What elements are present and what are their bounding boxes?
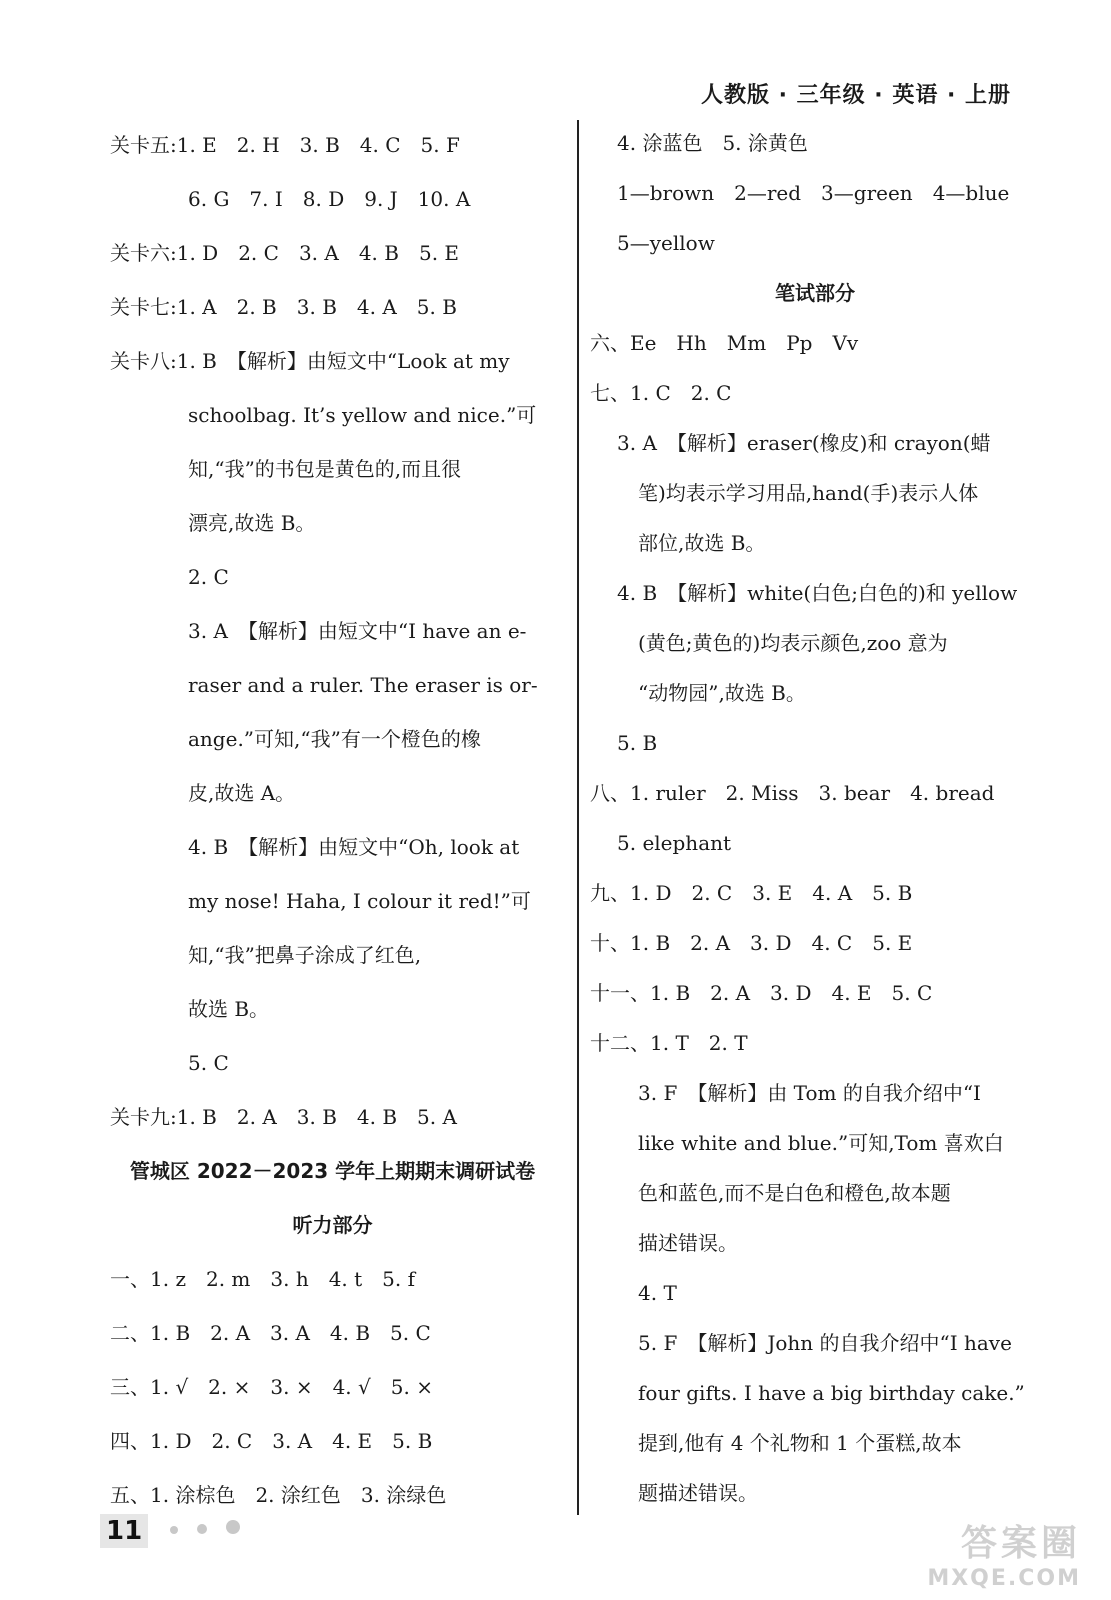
answer-line: 十二、1. T 2. T: [590, 1031, 748, 1055]
answer-line: “动物园”,故选 B。: [638, 681, 806, 705]
dot: [226, 1520, 240, 1534]
answer-line: 皮,故选 A。: [188, 781, 296, 805]
answer-line: 5. C: [188, 1051, 229, 1075]
answer-line: 4. T: [638, 1281, 677, 1305]
dot: [197, 1524, 207, 1534]
watermark-url: MXQE.COM: [927, 1566, 1081, 1591]
answer-line: four gifts. I have a big birthday cake.”: [638, 1381, 1025, 1405]
answer-line: like white and blue.”可知,Tom 喜欢白: [638, 1131, 1004, 1155]
answer-line: raser and a ruler. The eraser is or-: [188, 673, 538, 697]
answer-line: schoolbag. It’s yellow and nice.”可: [188, 403, 537, 427]
answer-line: 1—brown 2—red 3—green 4—blue: [617, 181, 1010, 205]
answer-line: 关卡七:1. A 2. B 3. B 4. A 5. B: [110, 295, 457, 319]
answer-line: 4. B 【解析】white(白色;白色的)和 yellow: [617, 581, 1018, 605]
answer-line: 3. A 【解析】eraser(橡皮)和 crayon(蜡: [617, 431, 991, 455]
right-column: [590, 118, 1040, 1518]
section-heading: 笔试部分: [775, 281, 855, 305]
answer-line: (黄色;黄色的)均表示颜色,zoo 意为: [638, 631, 948, 655]
answer-line: 故选 B。: [188, 997, 270, 1021]
answer-line: 十、1. B 2. A 3. D 4. C 5. E: [590, 931, 913, 955]
answer-line: 提到,他有 4 个礼物和 1 个蛋糕,故本: [638, 1431, 962, 1455]
answer-line: 四、1. D 2. C 3. A 4. E 5. B: [110, 1429, 433, 1453]
answer-line: 二、1. B 2. A 3. A 4. B 5. C: [110, 1321, 431, 1345]
answer-line: 三、1. √ 2. × 3. × 4. √ 5. ×: [110, 1375, 433, 1399]
answer-line: 关卡九:1. B 2. A 3. B 4. B 5. A: [110, 1105, 457, 1129]
answer-line: 5—yellow: [617, 231, 715, 255]
answer-line: 部位,故选 B。: [638, 531, 766, 555]
answer-line: my nose! Haha, I colour it red!”可: [188, 889, 531, 913]
section-heading: 管城区 2022－2023 学年上期期末调研试卷: [129, 1159, 536, 1183]
answer-line: 4. 涂蓝色 5. 涂黄色: [617, 131, 808, 155]
column-divider: [577, 120, 579, 1515]
answer-line: 九、1. D 2. C 3. E 4. A 5. B: [590, 881, 913, 905]
answer-line: 描述错误。: [638, 1231, 738, 1255]
watermark: [841, 1515, 1081, 1591]
answer-line: 五、1. 涂棕色 2. 涂红色 3. 涂绿色: [110, 1483, 447, 1507]
answer-line: 关卡五:1. E 2. H 3. B 4. C 5. F: [110, 133, 460, 157]
answer-line: 一、1. z 2. m 3. h 4. t 5. f: [110, 1267, 416, 1291]
answer-line: 知,“我”的书包是黄色的,而且很: [188, 457, 462, 481]
answer-line: 3. A 【解析】由短文中“I have an e-: [188, 619, 527, 643]
answer-line: 六、Ee Hh Mm Pp Vv: [590, 331, 859, 355]
answer-line: 3. F 【解析】由 Tom 的自我介绍中“I: [638, 1081, 981, 1105]
answer-line: 关卡六:1. D 2. C 3. A 4. B 5. E: [110, 241, 460, 265]
answer-line: 6. G 7. I 8. D 9. J 10. A: [188, 187, 471, 211]
answer-line: 2. C: [188, 565, 229, 589]
answer-line: 色和蓝色,而不是白色和橙色,故本题: [638, 1181, 951, 1205]
page-number: 11: [100, 1514, 148, 1548]
answer-line: ange.”可知,“我”有一个橙色的橡: [188, 727, 481, 751]
answer-line: 题描述错误。: [638, 1481, 758, 1505]
decorative-dots: [170, 1519, 254, 1538]
left-column: [110, 118, 555, 1522]
page-header: 人教版 · 三年级 · 英语 · 上册: [700, 83, 1011, 108]
answer-line: 七、1. C 2. C: [590, 381, 732, 405]
answer-line: 漂亮,故选 B。: [188, 511, 316, 535]
answer-line: 5. B: [617, 731, 658, 755]
answer-line: 知,“我”把鼻子涂成了红色,: [188, 943, 422, 967]
section-heading: 听力部分: [292, 1213, 373, 1237]
dot: [170, 1526, 178, 1534]
answer-line: 5. F 【解析】John 的自我介绍中“I have: [638, 1331, 1012, 1355]
answer-line: 十一、1. B 2. A 3. D 4. E 5. C: [590, 981, 933, 1005]
watermark-logo-text: 答案圈: [960, 1523, 1081, 1564]
answer-line: 4. B 【解析】由短文中“Oh, look at: [188, 835, 520, 859]
answer-line: 笔)均表示学习用品,hand(手)表示人体: [638, 481, 979, 505]
answer-line: 5. elephant: [617, 831, 732, 855]
answer-line: 八、1. ruler 2. Miss 3. bear 4. bread: [590, 781, 995, 805]
answer-line: 关卡八:1. B 【解析】由短文中“Look at my: [110, 349, 510, 373]
